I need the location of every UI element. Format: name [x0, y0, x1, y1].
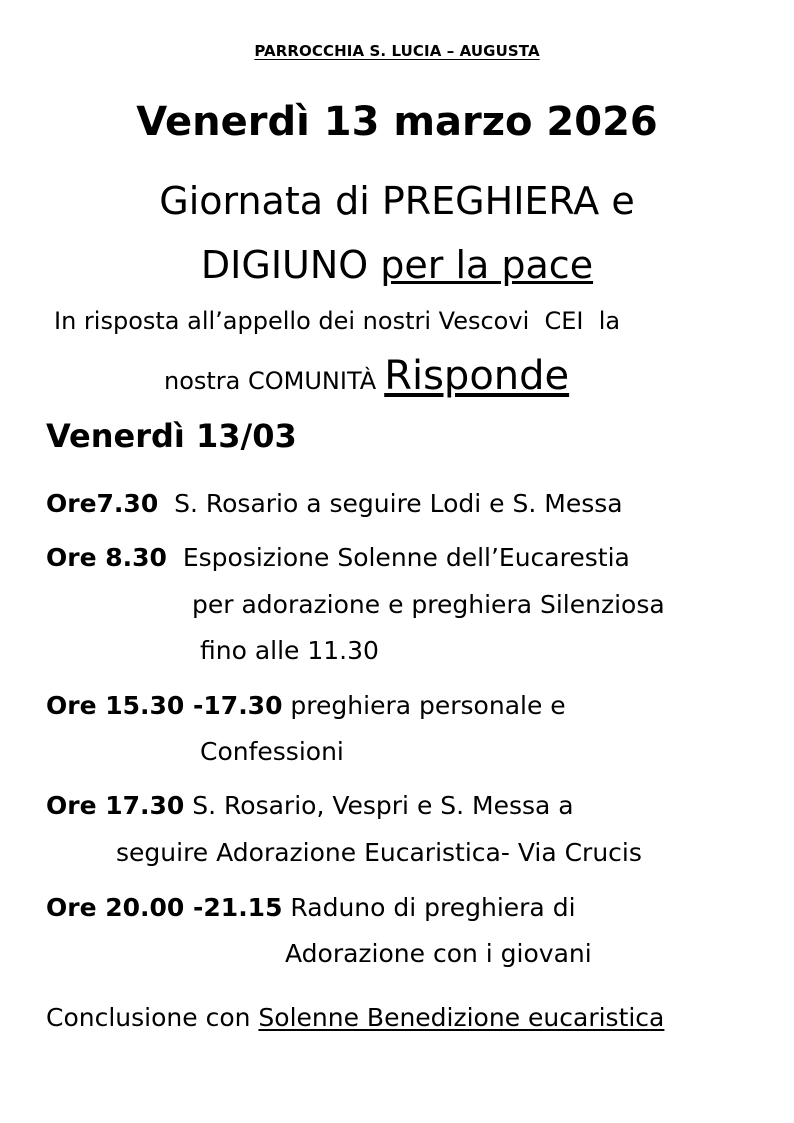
schedule-continuation: Confessioni [200, 737, 344, 766]
conclusion [46, 1005, 664, 1030]
schedule-text: Esposizione Solenne dell’Eucarestia [166, 543, 630, 572]
conclusion-prefix: Conclusione con [46, 1003, 259, 1032]
schedule-text: preghiera personale e [282, 691, 566, 720]
schedule-item [46, 895, 576, 920]
schedule-continuation: fino alle 11.30 [200, 636, 379, 665]
event-title-line1: Giornata di PREGHIERA e [159, 179, 635, 223]
event-title-peace: per la pace [380, 243, 594, 287]
appeal-responds: Risponde [384, 353, 570, 399]
appeal-community: nostra COMUNITÀ [164, 367, 377, 395]
schedule-time: Ore 20.00 -21.15 [46, 893, 283, 922]
schedule-time: Ore 17.30 [46, 791, 185, 820]
event-title-digiuno: DIGIUNO [200, 243, 381, 287]
schedule-time: Ore 15.30 -17.30 [46, 691, 283, 720]
day-heading: Venerdì 13/03 [46, 417, 297, 455]
schedule-item [46, 793, 574, 818]
appeal-line2 [164, 353, 570, 399]
schedule-continuation: seguire Adorazione Eucaristica- Via Crucis [116, 838, 642, 867]
schedule-continuation: Adorazione con i giovani [285, 939, 592, 968]
conclusion-blessing: Solenne Benedizione eucaristica [258, 1003, 665, 1032]
schedule-time: Ore7.30 [46, 489, 159, 518]
schedule-time: Ore 8.30 [46, 543, 167, 572]
schedule-item [46, 545, 630, 570]
schedule-text: S. Rosario, Vespri e S. Messa a [184, 791, 574, 820]
parish-name: PARROCCHIA S. LUCIA – AUGUSTA [254, 42, 540, 60]
schedule-continuation: per adorazione e preghiera Silenziosa [192, 590, 665, 619]
schedule-item [46, 491, 623, 516]
schedule-text: S. Rosario a seguire Lodi e S. Messa [158, 489, 623, 518]
schedule-item [46, 693, 566, 718]
schedule-text: Raduno di preghiera di [282, 893, 576, 922]
event-title-line2 [0, 243, 794, 287]
date-title: Venerdì 13 marzo 2026 [136, 99, 658, 145]
appeal-line1: In risposta all’appello dei nostri Vescovi CEI la [54, 307, 621, 335]
